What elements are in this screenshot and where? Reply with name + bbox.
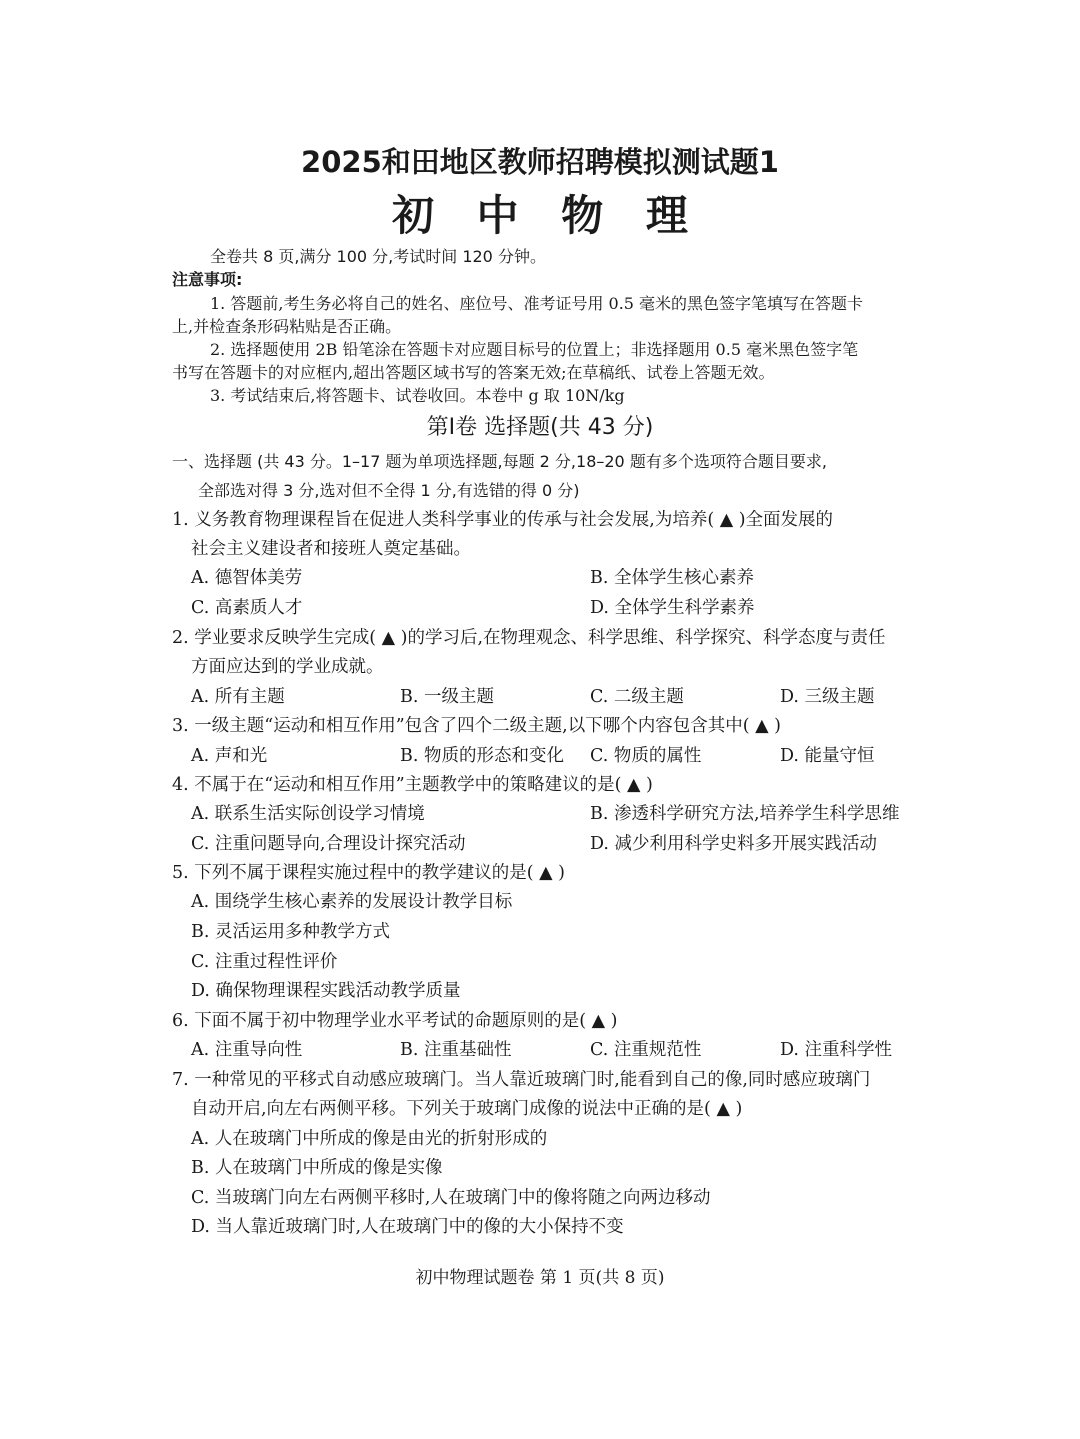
question-1-option-c: C. 高素质人才: [191, 598, 303, 618]
question-2-option-c: C. 二级主题: [590, 687, 684, 707]
question-1-stem-line-2: 社会主义建设者和接班人奠定基础。: [191, 539, 471, 559]
question-5-option-d: D. 确保物理课程实践活动教学质量: [191, 981, 461, 1001]
exam-title: 2025和田地区教师招聘模拟测试题1: [301, 145, 779, 179]
exam-summary: 全卷共 8 页,满分 100 分,考试时间 120 分钟。: [210, 247, 546, 266]
question-6-option-c: C. 注重规范性: [590, 1040, 702, 1060]
question-3-option-c: C. 物质的属性: [590, 746, 702, 766]
question-1-stem-line-1: 1. 义务教育物理课程旨在促进人类科学事业的传承与社会发展,为培养( ▲ )全面发展的: [172, 510, 834, 530]
question-7-option-c: C. 当玻璃门向左右两侧平移时,人在玻璃门中的像将随之向两边移动: [191, 1188, 711, 1208]
question-7-option-b: B. 人在玻璃门中所成的像是实像: [191, 1158, 443, 1178]
question-7-option-a: A. 人在玻璃门中所成的像是由光的折射形成的: [191, 1129, 548, 1149]
notice-item-2-line-1: 2. 选择题使用 2B 铅笔涂在答题卡对应题目标号的位置上；非选择题用 0.5 毫米黑色签字笔: [210, 340, 859, 359]
question-6-option-d: D. 注重科学性: [780, 1040, 893, 1060]
subject-title: 初 中 物 理: [392, 191, 702, 240]
question-2-stem-line-1: 2. 学业要求反映学生完成( ▲ )的学习后,在物理观念、科学思维、科学探究、科学态度与责任: [172, 628, 886, 648]
question-5-option-a: A. 围绕学生核心素养的发展设计教学目标: [191, 892, 513, 912]
question-3-stem: 3. 一级主题“运动和相互作用”包含了四个二级主题,以下哪个内容包含其中( ▲ ): [172, 716, 781, 736]
question-3-option-d: D. 能量守恒: [780, 746, 875, 766]
question-1-option-a: A. 德智体美劳: [191, 568, 303, 588]
notice-item-1-line-2: 上,并检查条形码粘贴是否正确。: [172, 317, 402, 336]
question-7-stem-line-2: 自动开启,向左右两侧平移。下列关于玻璃门成像的说法中正确的是( ▲ ): [191, 1099, 743, 1119]
page-footer: 初中物理试题卷 第 1 页(共 8 页): [415, 1268, 665, 1288]
question-2-option-d: D. 三级主题: [780, 687, 875, 707]
question-5-option-c: C. 注重过程性评价: [191, 952, 338, 972]
question-2-option-b: B. 一级主题: [400, 687, 494, 707]
question-2-stem-line-2: 方面应达到的学业成就。: [191, 657, 384, 677]
question-2-option-a: A. 所有主题: [191, 687, 285, 707]
question-6-option-b: B. 注重基础性: [400, 1040, 512, 1060]
question-4-stem: 4. 不属于在“运动和相互作用”主题教学中的策略建议的是( ▲ ): [172, 775, 653, 795]
question-3-option-b: B. 物质的形态和变化: [400, 746, 564, 766]
question-4-option-d: D. 减少利用科学史料多开展实践活动: [590, 834, 878, 854]
question-7-option-d: D. 当人靠近玻璃门时,人在玻璃门中的像的大小保持不变: [191, 1217, 624, 1237]
notice-item-1-line-1: 1. 答题前,考生务必将自己的姓名、座位号、准考证号用 0.5 毫米的黑色签字笔填写在答题卡: [210, 294, 864, 313]
question-4-option-b: B. 渗透科学研究方法,培养学生科学思维: [590, 804, 900, 824]
question-5-option-b: B. 灵活运用多种教学方式: [191, 922, 390, 942]
section-intro-line-2: 全部选对得 3 分,选对但不全得 1 分,有选错的得 0 分): [198, 481, 580, 500]
section-title: 第Ⅰ卷 选择题(共 43 分): [426, 415, 654, 440]
question-4-option-a: A. 联系生活实际创设学习情境: [191, 804, 425, 824]
question-4-option-c: C. 注重问题导向,合理设计探究活动: [191, 834, 466, 854]
notice-item-3: 3. 考试结束后,将答题卡、试卷收回。本卷中 g 取 10N/kg: [210, 386, 625, 405]
question-5-stem: 5. 下列不属于课程实施过程中的教学建议的是( ▲ ): [172, 863, 565, 883]
section-intro-line-1: 一、选择题 (共 43 分。1–17 题为单项选择题,每题 2 分,18–20 题有多个选项符合题目要求,: [172, 452, 827, 471]
question-7-stem-line-1: 7. 一种常见的平移式自动感应玻璃门。当人靠近玻璃门时,能看到自己的像,同时感应玻璃门: [172, 1070, 871, 1090]
notice-heading: 注意事项:: [172, 270, 243, 289]
notice-item-2-line-2: 书写在答题卡的对应框内,超出答题区域书写的答案无效;在草稿纸、试卷上答题无效。: [172, 363, 775, 382]
question-3-option-a: A. 声和光: [191, 746, 268, 766]
question-6-option-a: A. 注重导向性: [191, 1040, 303, 1060]
question-1-option-b: B. 全体学生核心素养: [590, 568, 754, 588]
question-1-option-d: D. 全体学生科学素养: [590, 598, 755, 618]
question-6-stem: 6. 下面不属于初中物理学业水平考试的命题原则的是( ▲ ): [172, 1011, 618, 1031]
